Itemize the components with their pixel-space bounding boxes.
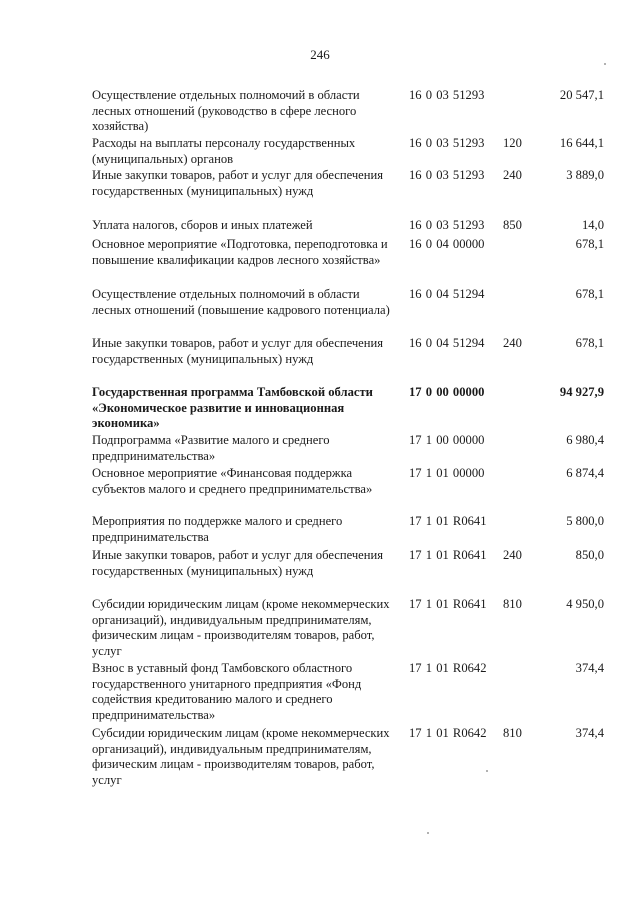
row-amount: 16 644,1 <box>559 136 604 150</box>
row-code: 16 0 03 51293 <box>409 168 485 182</box>
row-name: Мероприятия по поддержке малого и среднего предпринимательства <box>92 514 343 544</box>
row-code: 17 1 00 00000 <box>409 433 485 447</box>
row-name: Подпрограмма «Развитие малого и среднего предпринимательства» <box>92 433 330 463</box>
row-name: Расходы на выплаты персоналу государственных (муниципальных) органов <box>92 136 356 166</box>
row-amount: 14,0 <box>581 218 604 232</box>
row-code: 17 1 01 00000 <box>409 466 485 480</box>
row-name: Взнос в уставный фонд Тамбовского областного государственного унитарного предприятия «Фонд содействия кредитованию малого и среднего предпринимательства» <box>92 661 362 722</box>
row-name: Государственная программа Тамбовской области «Экономическое развитие и инновационная экономика» <box>92 385 373 430</box>
row-amount: 374,4 <box>575 726 604 740</box>
row-name: Основное мероприятие «Подготовка, переподготовка и повышение квалификации кадров лесного хозяйства» <box>92 237 388 267</box>
row-amount: 678,1 <box>575 336 604 350</box>
row-code: 16 0 03 51293 <box>409 88 485 102</box>
row-amount: 4 950,0 <box>566 597 604 611</box>
scan-speck <box>486 770 488 772</box>
row-amount: 5 800,0 <box>566 514 604 528</box>
row-code: 16 0 03 51293 <box>409 218 485 232</box>
row-code: 17 1 01 R0641 <box>409 514 487 528</box>
row-amount: 374,4 <box>575 661 604 675</box>
row-code: 16 0 04 51294 <box>409 287 485 301</box>
row-vr: 120 <box>503 136 522 150</box>
row-amount: 20 547,1 <box>559 88 604 102</box>
row-amount: 678,1 <box>575 287 604 301</box>
row-name: Осуществление отдельных полномочий в области лесных отношений (повышение кадрового потенциала) <box>92 287 390 317</box>
row-amount: 3 889,0 <box>566 168 604 182</box>
row-code: 17 1 01 R0641 <box>409 597 487 611</box>
row-name: Субсидии юридическим лицам (кроме некоммерческих организаций), индивидуальным предпринимателям, физическим лицам - производителям товаров, работ, услуг <box>92 726 390 787</box>
row-vr: 240 <box>503 548 522 562</box>
row-name: Иные закупки товаров, работ и услуг для обеспечения государственных (муниципальных) нужд <box>92 548 384 578</box>
page-number: 246 <box>310 47 330 62</box>
row-vr: 810 <box>503 597 522 611</box>
row-amount: 6 874,4 <box>566 466 604 480</box>
row-vr: 240 <box>503 168 522 182</box>
row-name: Субсидии юридическим лицам (кроме некоммерческих организаций), индивидуальным предпринимателям, физическим лицам - производителям товаров, работ, услуг <box>92 597 390 658</box>
row-amount: 678,1 <box>575 237 604 251</box>
scan-speck <box>427 832 429 834</box>
row-vr: 240 <box>503 336 522 350</box>
row-code: 17 1 01 R0641 <box>409 548 487 562</box>
row-code: 17 1 01 R0642 <box>409 661 487 675</box>
row-code: 16 0 04 51294 <box>409 336 485 350</box>
row-name: Основное мероприятие «Финансовая поддержка субъектов малого и среднего предпринимательства» <box>92 466 373 496</box>
scan-speck <box>604 63 606 65</box>
row-name: Иные закупки товаров, работ и услуг для обеспечения государственных (муниципальных) нужд <box>92 336 384 366</box>
row-code: 16 0 03 51293 <box>409 136 485 150</box>
row-name: Осуществление отдельных полномочий в области лесных отношений (руководство в сфере лесного хозяйства) <box>92 88 360 133</box>
row-code: 17 0 00 00000 <box>409 385 485 399</box>
row-code: 16 0 04 00000 <box>409 237 485 251</box>
row-vr: 850 <box>503 218 522 232</box>
row-amount: 94 927,9 <box>559 385 604 399</box>
row-amount: 850,0 <box>575 548 604 562</box>
row-name: Уплата налогов, сборов и иных платежей <box>92 218 313 232</box>
row-amount: 6 980,4 <box>566 433 604 447</box>
row-name: Иные закупки товаров, работ и услуг для обеспечения государственных (муниципальных) нужд <box>92 168 384 198</box>
row-vr: 810 <box>503 726 522 740</box>
row-code: 17 1 01 R0642 <box>409 726 487 740</box>
